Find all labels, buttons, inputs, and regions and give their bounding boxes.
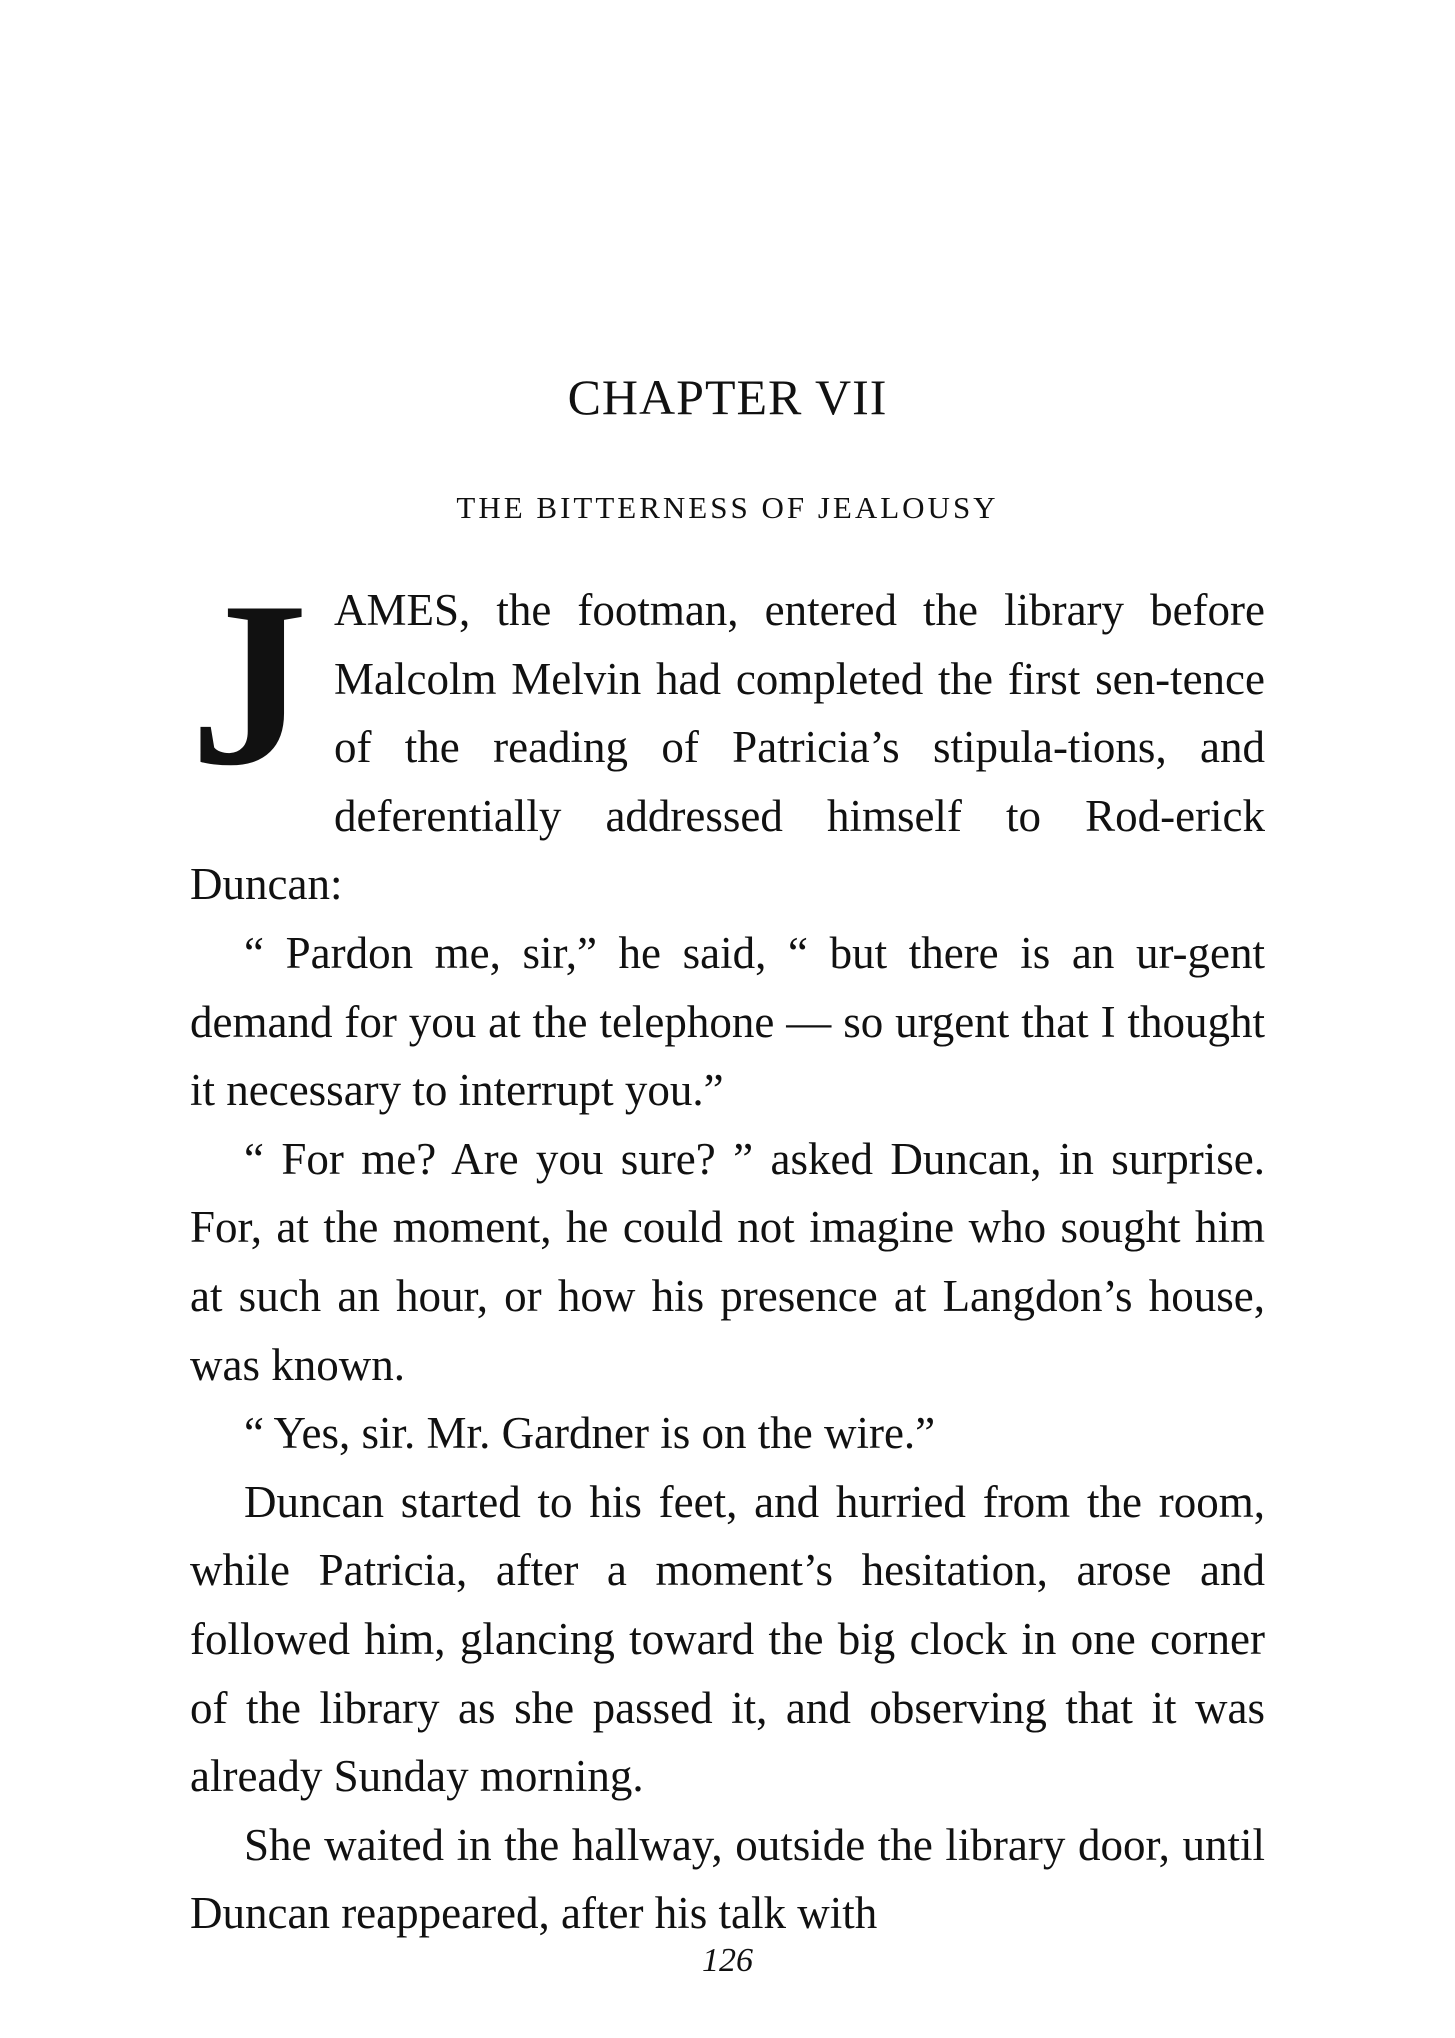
paragraph: “ Yes, sir. Mr. Gardner is on the wire.” <box>244 1408 936 1459</box>
drop-cap: J <box>190 554 308 815</box>
chapter-title: THE BITTERNESS OF JEALOUSY <box>456 490 999 525</box>
paragraph: “ Pardon me, sir,” he said, “ but there is an ur-gent demand for you at the telephone — so urgent that I thought it necessary to interrupt you.” <box>190 927 1265 1116</box>
paragraph: Duncan started to his feet, and hurried from the room, while Patricia, after a moment’s hesitation, arose and followed him, glancing toward the big clock in one corner of the library as she passed it, and observing that it was already Sunday morning. <box>190 1476 1265 1802</box>
page-number: 126 <box>702 1942 753 1979</box>
paragraph: She waited in the hallway, outside the library door, until Duncan reappeared, after his talk with <box>190 1819 1265 1939</box>
paragraph: AMES, the footman, entered the library before Malcolm Melvin had completed the first sen-tence of the reading of Patricia’s stipula-tions, and deferentially addressed himself to Rod-erick Duncan: <box>190 585 1265 910</box>
paragraph: “ For me? Are you sure? ” asked Duncan, in surprise. For, at the moment, he could not imagine who sought him at such an hour, or how his presence at Langdon’s house, was known. <box>190 1133 1265 1390</box>
chapter-body <box>190 554 1265 1948</box>
chapter-number: CHAPTER VII <box>567 369 888 425</box>
